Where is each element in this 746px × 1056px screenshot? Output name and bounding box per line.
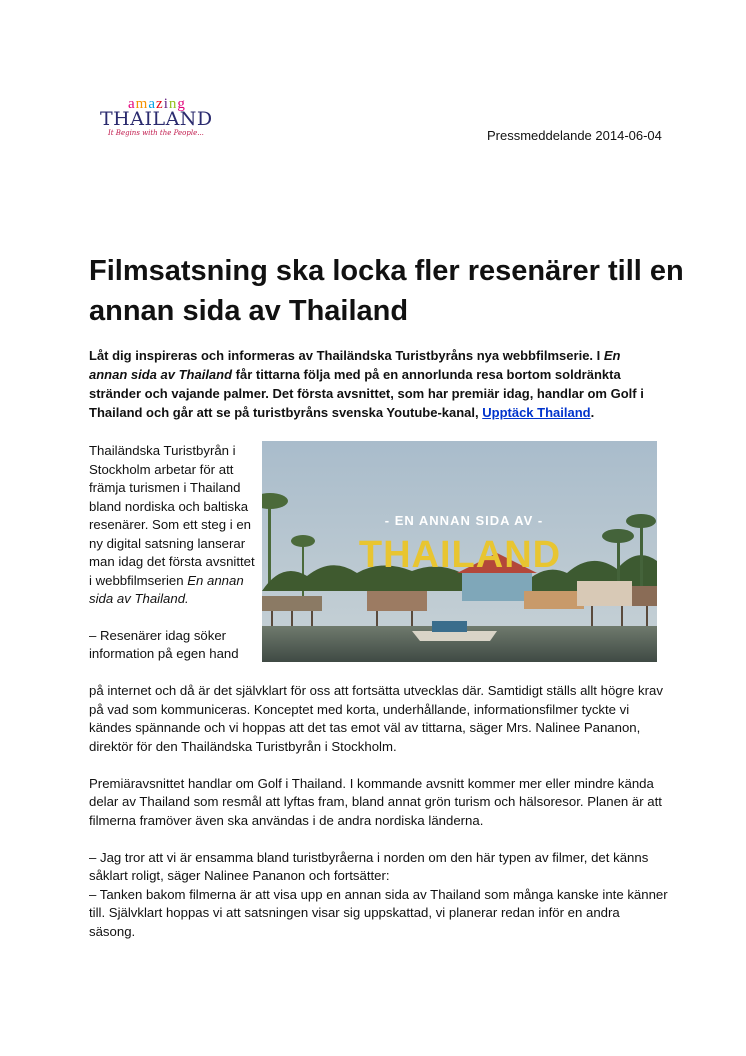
logo-letter: n	[168, 96, 178, 112]
article-body	[89, 682, 669, 941]
paragraph	[89, 442, 257, 609]
article-title: Filmsatsning ska locka fler resenärer till en annan sida av Thailand	[89, 255, 684, 327]
logo-letter: m	[135, 96, 149, 112]
quote-block	[89, 849, 669, 942]
paragraph: på internet och då är det självklart för oss att fortsätta utvecklas där. Samtidigt ställs allt högre krav på vad som kommuniceras. Konceptet med korta, underhållande, informationsfilmer tyckte vi kändes spännande och vi hoppas att det tas emot väl av tittarna, säger Mrs. Nalinee Pananon, direktör för den Thailändska Turistbyrån i Stockholm.	[89, 683, 663, 754]
lead-end: .	[590, 405, 595, 420]
lead-text: Låt dig inspireras och informeras av Thailändska Turistbyråns nya webbfilmserie. I	[89, 348, 604, 363]
logo-letter: a	[148, 96, 157, 112]
hero-image	[262, 441, 657, 662]
quote-line: – Jag tror att vi är ensamma bland turistbyråerna i norden om den här typen av filmer, det känns såklart roligt, säger Nalinee Pananon och fortsätter:	[89, 849, 649, 883]
logo-letter: g	[177, 96, 186, 112]
logo-tagline: It Begins with the People...	[108, 129, 204, 137]
logo-letter: i	[163, 96, 169, 112]
logo-thailand-word: THAILAND	[100, 108, 213, 130]
logo-letter: z	[156, 96, 164, 112]
hero-headline: THAILAND	[358, 534, 562, 576]
paragraph: – Resenärer idag söker information på egen hand	[89, 627, 239, 661]
youtube-channel-link[interactable]: Upptäck Thailand	[482, 405, 591, 420]
river-village-scene	[262, 441, 657, 662]
hero-overline: - EN ANNAN SIDA AV -	[384, 513, 544, 528]
amazing-thailand-logo	[100, 97, 226, 141]
quote-line: – Tanken bakom filmerna är att visa upp en annan sida av Thailand som många kanske inte känner till. Självklart hoppas vi att satsningen visar sig uppskattad, vi planerar redan inför en andra säsong.	[89, 886, 668, 939]
lead-text: får tittarna följa med på en annorlunda resa bortom soldränkta stränder och vajande palmer. Det första avsnittet, som har premiär idag, handlar om Golf i Thailand och går att se på turistbyråns svenska Youtube-kanal,	[89, 367, 644, 420]
press-release-date: Pressmeddelande 2014-06-04	[487, 128, 662, 143]
paragraph-text: Thailändska Turistbyrån i Stockholm arbetar för att främja turismen i Thailand bland nordiska och baltiska resenärer. Som ett steg i en ny digital satsning lanserar man idag det första avsnittet i webbfilmserien	[89, 443, 255, 588]
logo-letter: a	[128, 96, 136, 112]
series-name: En annan sida av Thailand.	[89, 572, 244, 606]
lead-series-name: En annan sida av Thailand	[89, 348, 621, 382]
paragraph: Premiäravsnittet handlar om Golf i Thailand. I kommande avsnitt kommer mer eller mindre kända delar av Thailand som resmål att lyftas fram, bland annat grön turism och hälsoresor. Planen är att filmerna framöver även ska användas i de andra nordiska länderna.	[89, 775, 662, 828]
side-column	[89, 442, 257, 682]
article-lead	[89, 346, 655, 422]
